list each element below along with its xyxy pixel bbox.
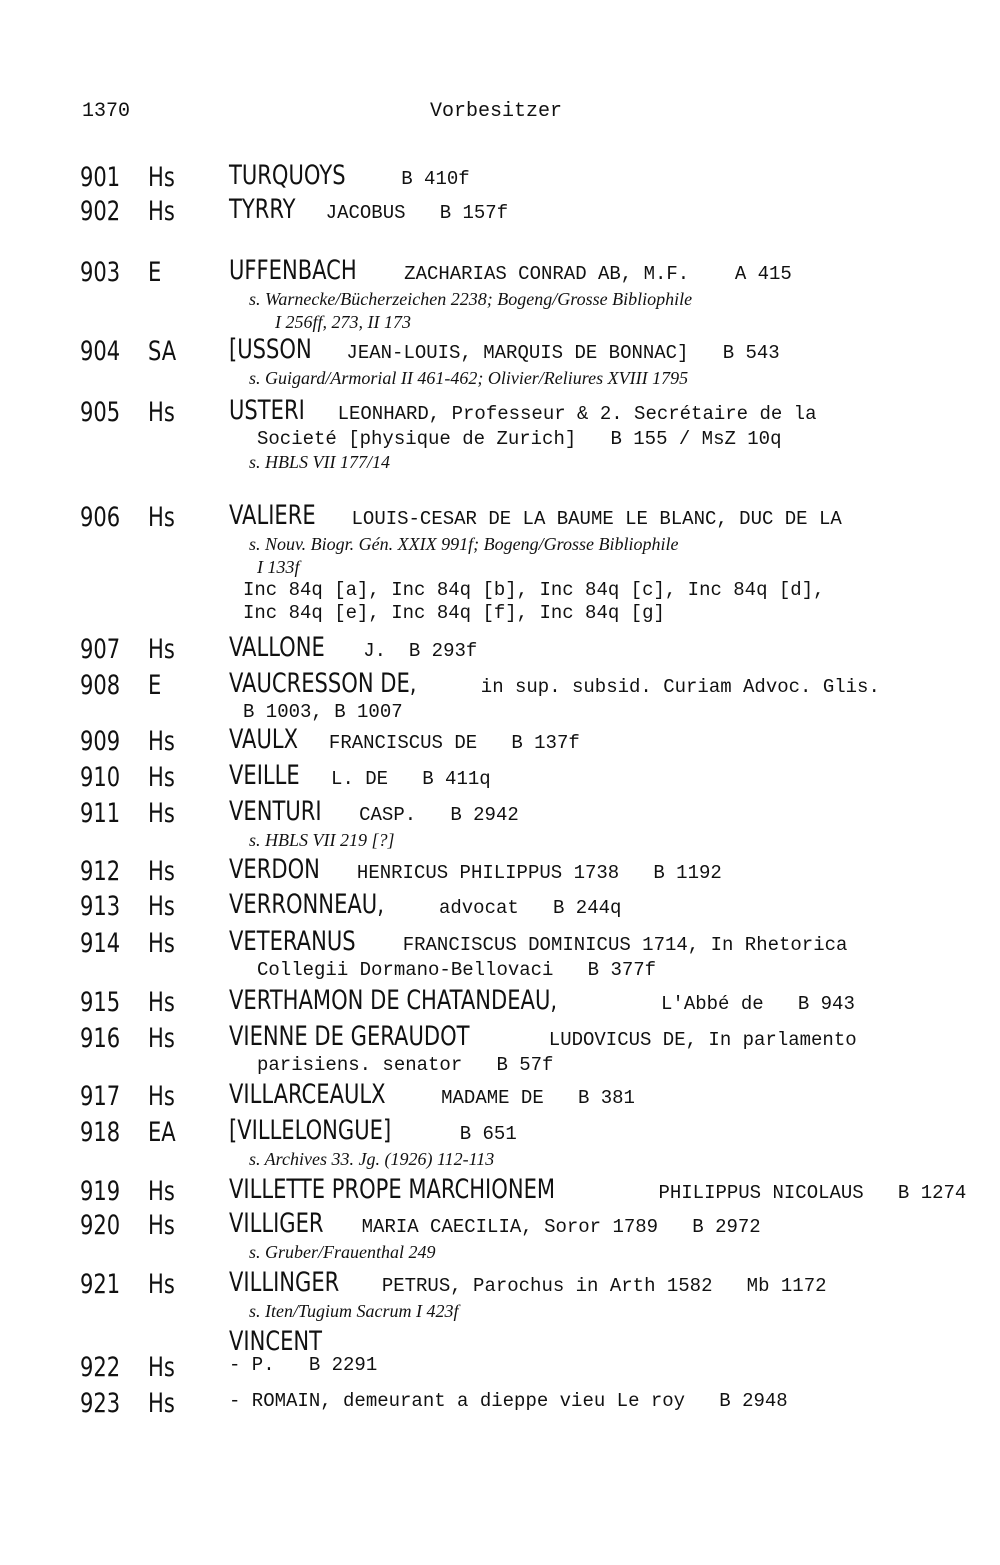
- entry-number: 916: [80, 1023, 121, 1054]
- entry-number: 911: [80, 798, 121, 829]
- entry-detail: HENRICUS PHILIPPUS 1738 B 1192: [345, 862, 722, 884]
- entry-headword: VAULX: [229, 724, 299, 755]
- entry-body: [229, 1081, 969, 1112]
- entry-body: [229, 928, 969, 982]
- entry-type: EA: [148, 1117, 176, 1148]
- entry-detail: JEAN-LOUIS, MARQUIS DE BONNAC] B 543: [335, 342, 780, 364]
- entry-type: Hs: [148, 196, 175, 227]
- entry-body: [229, 798, 969, 852]
- entry-headword: VIENNE DE GERAUDOT: [229, 1021, 470, 1052]
- entry-detail: MADAME DE B 381: [429, 1087, 635, 1109]
- entry-number: 922: [80, 1352, 121, 1383]
- entry-continuation: Collegii Dormano-Bellovaci B 377f: [257, 959, 657, 981]
- entry-headword: [VILLELONGUE]: [229, 1115, 392, 1146]
- entry-reference: s. Guigard/Armorial II 461-462; Olivier/Reliures XVIII 1795: [249, 368, 689, 388]
- entry-headword: VENTURI: [229, 796, 322, 827]
- entry-continuation: Societé [physique de Zurich] B 155 / MsZ 10q: [257, 428, 782, 450]
- entry-continuation: parisiens. senator B 57f: [257, 1054, 554, 1076]
- entry-body: [229, 257, 969, 334]
- entry-headword: VERRONNEAU,: [229, 889, 384, 920]
- entry-body: [229, 1023, 969, 1077]
- entry-headword: VALIERE: [229, 500, 316, 531]
- entry-number: 912: [80, 856, 121, 887]
- entry-headword: VILLARCEAULX: [229, 1079, 386, 1110]
- entry-type: Hs: [148, 928, 175, 959]
- entry-type: E: [148, 257, 162, 288]
- entry-number: 915: [80, 987, 121, 1018]
- entry-headword: VERTHAMON DE CHATANDEAU,: [229, 985, 558, 1016]
- entry-type: Hs: [148, 856, 175, 887]
- entry-type: Hs: [148, 1388, 175, 1419]
- entry-body: [229, 162, 969, 193]
- entry-type: Hs: [148, 1023, 175, 1054]
- entry-type: SA: [148, 336, 177, 367]
- entry-type: Hs: [148, 162, 175, 193]
- entry-type: Hs: [148, 1081, 175, 1112]
- entry-type: Hs: [148, 634, 175, 665]
- entry-detail: L'Abbé de B 943: [649, 993, 855, 1015]
- entry-type: Hs: [148, 397, 175, 428]
- entry-type: E: [148, 670, 162, 701]
- entry-detail: LOUIS-CESAR DE LA BAUME LE BLANC, DUC DE LA: [340, 508, 842, 530]
- entry-reference: s. HBLS VII 219 [?]: [249, 830, 395, 850]
- entry-reference: I 256ff, 273, II 173: [275, 312, 411, 332]
- entry-number: 913: [80, 891, 121, 922]
- entry-number: 901: [80, 162, 121, 193]
- entry-detail: - P. B 2291: [229, 1354, 378, 1376]
- entry-body: [229, 987, 969, 1018]
- entry-type: Hs: [148, 1210, 175, 1241]
- entry-detail: LEONHARD, Professeur & 2. Secrétaire de la: [326, 403, 817, 425]
- entry-number: 921: [80, 1269, 121, 1300]
- entry-headword: VALLONE: [229, 632, 325, 663]
- entry-type: Hs: [148, 798, 175, 829]
- entry-body: [229, 1210, 969, 1264]
- page-title: Vorbesitzer: [430, 100, 563, 123]
- entry-detail: JACOBUS B 157f: [314, 202, 509, 224]
- entry-body: [229, 670, 969, 724]
- entry-type: Hs: [148, 987, 175, 1018]
- entry-number: 920: [80, 1210, 121, 1241]
- entry-body: [229, 1176, 969, 1207]
- entry-type: Hs: [148, 1176, 175, 1207]
- entry-type: Hs: [148, 1269, 175, 1300]
- entry-number: 906: [80, 502, 121, 533]
- entry-body: [229, 634, 969, 665]
- entry-reference: s. Iten/Tugium Sacrum I 423f: [249, 1301, 459, 1321]
- entry-number: 910: [80, 762, 121, 793]
- entry-headword: VERDON: [229, 854, 320, 885]
- page-number: 1370: [82, 100, 131, 123]
- entry-detail: LUDOVICUS DE, In parlamento: [537, 1029, 857, 1051]
- entry-reference: s. Nouv. Biogr. Gén. XXIX 991f; Bogeng/Grosse Bibliophile: [249, 534, 679, 554]
- entry-reference: s. Archives 33. Jg. (1926) 112-113: [249, 1149, 495, 1169]
- entry-detail: MARIA CAECILIA, Soror 1789 B 2972: [350, 1216, 761, 1238]
- entry-continuation: Inc 84q [a], Inc 84q [b], Inc 84q [c], Inc 84q [d],: [243, 579, 825, 601]
- entry-headword: VILLETTE PROPE MARCHIONEM: [229, 1174, 556, 1205]
- entry-headword: TURQUOYS: [229, 160, 346, 191]
- entry-detail: advocat B 244q: [427, 897, 622, 919]
- entry-type: Hs: [148, 726, 175, 757]
- entry-reference: I 133f: [257, 557, 300, 577]
- entry-headword: TYRRY: [229, 194, 296, 225]
- entry-body: [229, 856, 969, 887]
- entry-type: Hs: [148, 762, 175, 793]
- entry-reference: s. Gruber/Frauenthal 249: [249, 1242, 436, 1262]
- entry-detail: PETRUS, Parochus in Arth 1582 Mb 1172: [370, 1275, 827, 1297]
- entry-detail: FRANCISCUS DOMINICUS 1714, In Rhetorica: [391, 934, 848, 956]
- entry-type: Hs: [148, 891, 175, 922]
- entry-reference: s. Warnecke/Bücherzeichen 2238; Bogeng/Grosse Bibliophile: [249, 289, 693, 309]
- entry-detail: ZACHARIAS CONRAD AB, M.F. A 415: [392, 263, 792, 285]
- entry-body: [229, 1117, 969, 1171]
- entry-number: 909: [80, 726, 121, 757]
- entry-detail: PHILIPPUS NICOLAUS B 1274: [647, 1182, 967, 1204]
- entry-number: 923: [80, 1388, 121, 1419]
- entry-body: [229, 1269, 969, 1323]
- entry-number: 907: [80, 634, 121, 665]
- entry-detail: J. B 293f: [351, 640, 478, 662]
- entry-type: Hs: [148, 502, 175, 533]
- entry-headword: VAUCRESSON DE,: [229, 668, 417, 699]
- entry-headword: VILLIGER: [229, 1208, 324, 1239]
- entry-detail: B 651: [436, 1123, 517, 1145]
- entry-body: [229, 502, 969, 625]
- entry-type: Hs: [148, 1352, 175, 1383]
- entry-reference: s. HBLS VII 177/14: [249, 452, 390, 472]
- entry-body: [229, 1388, 969, 1415]
- entry-headword: [USSON: [229, 334, 312, 365]
- entry-headword: VETERANUS: [229, 926, 356, 957]
- entry-detail: CASP. B 2942: [347, 804, 519, 826]
- entry-detail: FRANCISCUS DE B 137f: [317, 732, 580, 754]
- entry-continuation: B 1003, B 1007: [243, 701, 403, 723]
- entry-continuation: Inc 84q [e], Inc 84q [f], Inc 84q [g]: [243, 602, 665, 624]
- entry-body: [229, 726, 969, 757]
- entry-detail: B 410f: [378, 168, 470, 190]
- entry-number: 914: [80, 928, 121, 959]
- entry-number: 917: [80, 1081, 121, 1112]
- entry-number: 905: [80, 397, 121, 428]
- entry-number: 904: [80, 336, 121, 367]
- entry-body: [229, 336, 969, 390]
- entry-body: [229, 1352, 969, 1379]
- entry-number: 903: [80, 257, 121, 288]
- entry-detail: - ROMAIN, demeurant a dieppe vieu Le roy B 2948: [229, 1390, 788, 1412]
- entry-headword: UFFENBACH: [229, 255, 357, 286]
- entry-headword: USTERI: [229, 395, 305, 426]
- entry-body: [229, 196, 969, 227]
- entry-body: [229, 762, 969, 793]
- entry-body: [229, 397, 969, 474]
- entry-headword: VEILLE: [229, 760, 300, 791]
- entry-detail: in sup. subsid. Curiam Advoc. Glis.: [469, 676, 880, 698]
- entry-number: 902: [80, 196, 121, 227]
- entry-body: [229, 891, 969, 922]
- entry-number: 918: [80, 1117, 121, 1148]
- entry-detail: L. DE B 411q: [319, 768, 491, 790]
- entry-number: 908: [80, 670, 121, 701]
- entry-number: 919: [80, 1176, 121, 1207]
- entry-headword: VILLINGER: [229, 1267, 340, 1298]
- entry-headword: VINCENT: [229, 1326, 323, 1357]
